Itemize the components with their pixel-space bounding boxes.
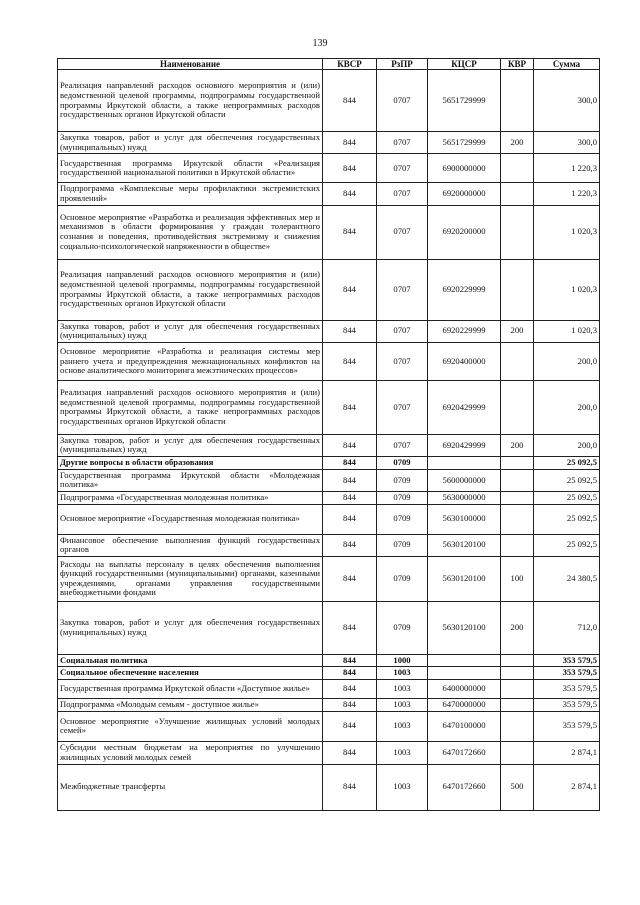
cell-kcsr: 5630000000 (428, 491, 501, 504)
table-row (58, 711, 600, 741)
cell-name: Субсидии местным бюджетам на мероприятия по улучшению жилищных условий молодых семей (58, 741, 323, 764)
cell-kcsr: 5600000000 (428, 469, 501, 491)
cell-sum: 353 579,5 (534, 680, 600, 699)
cell-kvr (501, 154, 534, 183)
cell-kvsr: 844 (323, 764, 377, 810)
cell-sum: 353 579,5 (534, 711, 600, 741)
cell-kvsr: 844 (323, 70, 377, 132)
table-row (58, 380, 600, 434)
cell-kvr (501, 534, 534, 556)
cell-kcsr: 6920229999 (428, 320, 501, 342)
table-row (58, 534, 600, 556)
table-row (58, 680, 600, 699)
cell-kvr (501, 70, 534, 132)
cell-name: Основное мероприятие «Улучшение жилищных условий молодых семей» (58, 711, 323, 741)
table-row (58, 205, 600, 259)
cell-kcsr: 5630100000 (428, 504, 501, 534)
cell-rzpr: 1003 (377, 699, 428, 712)
cell-sum: 25 092,5 (534, 504, 600, 534)
cell-rzpr: 0707 (377, 154, 428, 183)
cell-sum: 1 020,3 (534, 259, 600, 320)
cell-kvr (501, 654, 534, 667)
cell-kvsr: 844 (323, 699, 377, 712)
cell-kcsr: 6920429999 (428, 434, 501, 456)
cell-sum: 25 092,5 (534, 457, 600, 470)
cell-rzpr: 0709 (377, 556, 428, 601)
cell-name: Подпрограмма «Государственная молодежная политика» (58, 491, 323, 504)
cell-name: Основное мероприятие «Разработка и реализация эффективных мер и механизмов в области формирования у граждан толерантного сознания и поведения, противодействия экстремизму и снижения социально-психологической напряженности в обществе» (58, 205, 323, 259)
table-row (58, 70, 600, 132)
table-row (58, 469, 600, 491)
cell-kvsr: 844 (323, 457, 377, 470)
cell-kvsr: 844 (323, 741, 377, 764)
cell-name: Межбюджетные трансферты (58, 764, 323, 810)
cell-kcsr: 6920400000 (428, 342, 501, 380)
cell-kvsr: 844 (323, 491, 377, 504)
cell-kvr (501, 342, 534, 380)
page-number: 139 (312, 38, 328, 49)
cell-sum: 353 579,5 (534, 699, 600, 712)
cell-kcsr: 6920229999 (428, 259, 501, 320)
cell-kcsr: 6900000000 (428, 154, 501, 183)
cell-kvsr: 844 (323, 680, 377, 699)
cell-kvsr: 844 (323, 667, 377, 680)
table-row (58, 601, 600, 654)
cell-kvr: 200 (501, 320, 534, 342)
cell-name: Расходы на выплаты персоналу в целях обеспечения выполнения функций государственными (муниципальными) органами, казенными учреждениями, органами управления государственными внебюджетными фондами (58, 556, 323, 601)
cell-kvsr: 844 (323, 534, 377, 556)
cell-name: Основное мероприятие «Государственная молодежная политика» (58, 504, 323, 534)
cell-kvsr: 844 (323, 654, 377, 667)
cell-kcsr: 6470172660 (428, 764, 501, 810)
cell-kvsr: 844 (323, 154, 377, 183)
cell-sum: 300,0 (534, 70, 600, 132)
table-row (58, 764, 600, 810)
cell-name: Социальное обеспечение населения (58, 667, 323, 680)
cell-sum: 2 874,1 (534, 741, 600, 764)
cell-kvr (501, 504, 534, 534)
cell-kcsr: 5630120100 (428, 601, 501, 654)
table-row (58, 654, 600, 667)
budget-table (57, 58, 600, 811)
header-sum: Сумма (534, 59, 600, 70)
cell-rzpr: 0707 (377, 342, 428, 380)
cell-rzpr: 1003 (377, 741, 428, 764)
cell-rzpr: 0707 (377, 380, 428, 434)
cell-kcsr: 5630120100 (428, 534, 501, 556)
cell-name: Реализация направлений расходов основного мероприятия и (или) ведомственной целевой программы, подпрограммы государственной программы Иркутской области, а также непрограммных расходов государственных органов Иркутской области (58, 259, 323, 320)
cell-rzpr: 1003 (377, 680, 428, 699)
cell-kcsr: 6470172660 (428, 741, 501, 764)
cell-kvr (501, 183, 534, 205)
cell-kvsr: 844 (323, 132, 377, 154)
cell-kvsr: 844 (323, 183, 377, 205)
table-row (58, 741, 600, 764)
cell-rzpr: 1003 (377, 711, 428, 741)
cell-kcsr: 5651729999 (428, 70, 501, 132)
cell-rzpr: 1003 (377, 764, 428, 810)
cell-kvsr: 844 (323, 711, 377, 741)
cell-sum: 200,0 (534, 380, 600, 434)
cell-sum: 1 220,3 (534, 154, 600, 183)
cell-rzpr: 0707 (377, 205, 428, 259)
cell-kvr: 100 (501, 556, 534, 601)
cell-kvr (501, 741, 534, 764)
table-row (58, 667, 600, 680)
header-name: Наименование (58, 59, 323, 70)
cell-name: Подпрограмма «Комплексные меры профилактики экстремистских проявлений» (58, 183, 323, 205)
cell-kvr (501, 667, 534, 680)
cell-rzpr: 0707 (377, 320, 428, 342)
header-kvr: КВР (501, 59, 534, 70)
cell-kvsr: 844 (323, 320, 377, 342)
cell-rzpr: 0709 (377, 469, 428, 491)
cell-sum: 2 874,1 (534, 764, 600, 810)
cell-name: Закупка товаров, работ и услуг для обеспечения государственных (муниципальных) нужд (58, 132, 323, 154)
cell-name: Государственная программа Иркутской области «Молодежная политика» (58, 469, 323, 491)
cell-sum: 25 092,5 (534, 491, 600, 504)
cell-name: Основное мероприятие «Разработка и реализация системы мер раннего учета и предупреждения межнациональных конфликтов на основе аналитического мониторинга межэтнических процессов» (58, 342, 323, 380)
cell-name: Подпрограмма «Молодым семьям - доступное жилье» (58, 699, 323, 712)
cell-name: Закупка товаров, работ и услуг для обеспечения государственных (муниципальных) нужд (58, 320, 323, 342)
cell-sum: 300,0 (534, 132, 600, 154)
cell-sum: 712,0 (534, 601, 600, 654)
cell-sum: 1 220,3 (534, 183, 600, 205)
cell-kvr: 200 (501, 132, 534, 154)
cell-sum: 25 092,5 (534, 534, 600, 556)
cell-rzpr: 0709 (377, 534, 428, 556)
table-row (58, 132, 600, 154)
cell-kvsr: 844 (323, 342, 377, 380)
cell-rzpr: 0709 (377, 601, 428, 654)
header-kcsr: КЦСР (428, 59, 501, 70)
cell-kcsr: 6400000000 (428, 680, 501, 699)
table-row (58, 183, 600, 205)
cell-kvsr: 844 (323, 469, 377, 491)
cell-kcsr: 6920200000 (428, 205, 501, 259)
cell-kvr: 500 (501, 764, 534, 810)
cell-rzpr: 0709 (377, 457, 428, 470)
cell-rzpr: 0707 (377, 259, 428, 320)
cell-kvr (501, 457, 534, 470)
cell-rzpr: 0707 (377, 70, 428, 132)
cell-sum: 200,0 (534, 342, 600, 380)
cell-sum: 353 579,5 (534, 654, 600, 667)
cell-kcsr: 6920000000 (428, 183, 501, 205)
cell-rzpr: 0707 (377, 434, 428, 456)
cell-sum: 200,0 (534, 434, 600, 456)
cell-name: Государственная программа Иркутской области «Доступное жилье» (58, 680, 323, 699)
table-row (58, 699, 600, 712)
cell-kvsr: 844 (323, 556, 377, 601)
cell-kcsr (428, 654, 501, 667)
table-row (58, 259, 600, 320)
cell-kvr (501, 205, 534, 259)
cell-name: Социальная политика (58, 654, 323, 667)
table-row (58, 457, 600, 470)
cell-sum: 1 020,3 (534, 320, 600, 342)
cell-name: Финансовое обеспечение выполнения функций государственных органов (58, 534, 323, 556)
cell-name: Другие вопросы в области образования (58, 457, 323, 470)
cell-sum: 353 579,5 (534, 667, 600, 680)
cell-kvsr: 844 (323, 434, 377, 456)
table-body (58, 70, 600, 811)
cell-kvr: 200 (501, 601, 534, 654)
cell-kvsr: 844 (323, 259, 377, 320)
table-row (58, 342, 600, 380)
cell-kvr (501, 469, 534, 491)
cell-sum: 25 092,5 (534, 469, 600, 491)
cell-kcsr: 6470000000 (428, 699, 501, 712)
cell-rzpr: 1000 (377, 654, 428, 667)
cell-kvr (501, 699, 534, 712)
cell-kvr: 200 (501, 434, 534, 456)
cell-name: Закупка товаров, работ и услуг для обеспечения государственных (муниципальных) нужд (58, 434, 323, 456)
table-row (58, 154, 600, 183)
cell-kvsr: 844 (323, 380, 377, 434)
cell-name: Государственная программа Иркутской области «Реализация государственной национальной политики в Иркутской области» (58, 154, 323, 183)
table-row (58, 434, 600, 456)
cell-rzpr: 0707 (377, 132, 428, 154)
table-row (58, 491, 600, 504)
cell-kcsr (428, 667, 501, 680)
cell-kcsr: 6470100000 (428, 711, 501, 741)
cell-kvsr: 844 (323, 504, 377, 534)
header-kvsr: КВСР (323, 59, 377, 70)
cell-rzpr: 0709 (377, 504, 428, 534)
cell-kvr (501, 380, 534, 434)
cell-sum: 1 020,3 (534, 205, 600, 259)
cell-rzpr: 1003 (377, 667, 428, 680)
cell-name: Реализация направлений расходов основного мероприятия и (или) ведомственной целевой программы, подпрограммы государственной программы Иркутской области, а также непрограммных расходов государственных органов Иркутской области (58, 70, 323, 132)
table-header (58, 59, 600, 70)
cell-kvr (501, 711, 534, 741)
cell-name: Закупка товаров, работ и услуг для обеспечения государственных (муниципальных) нужд (58, 601, 323, 654)
cell-sum: 24 380,5 (534, 556, 600, 601)
cell-kvr (501, 491, 534, 504)
cell-kvsr: 844 (323, 205, 377, 259)
cell-kcsr: 5630120100 (428, 556, 501, 601)
cell-rzpr: 0709 (377, 491, 428, 504)
table-row (58, 504, 600, 534)
table-row (58, 556, 600, 601)
cell-kvsr: 844 (323, 601, 377, 654)
header-rzpr: РзПР (377, 59, 428, 70)
cell-name: Реализация направлений расходов основного мероприятия и (или) ведомственной целевой программы, подпрограммы государственной программы Иркутской области, а также непрограммных расходов государственных органов Иркутской области (58, 380, 323, 434)
cell-kcsr: 5651729999 (428, 132, 501, 154)
table-row (58, 320, 600, 342)
cell-kcsr (428, 457, 501, 470)
cell-kvr (501, 680, 534, 699)
cell-kvr (501, 259, 534, 320)
cell-rzpr: 0707 (377, 183, 428, 205)
header-row (58, 59, 600, 70)
cell-kcsr: 6920429999 (428, 380, 501, 434)
